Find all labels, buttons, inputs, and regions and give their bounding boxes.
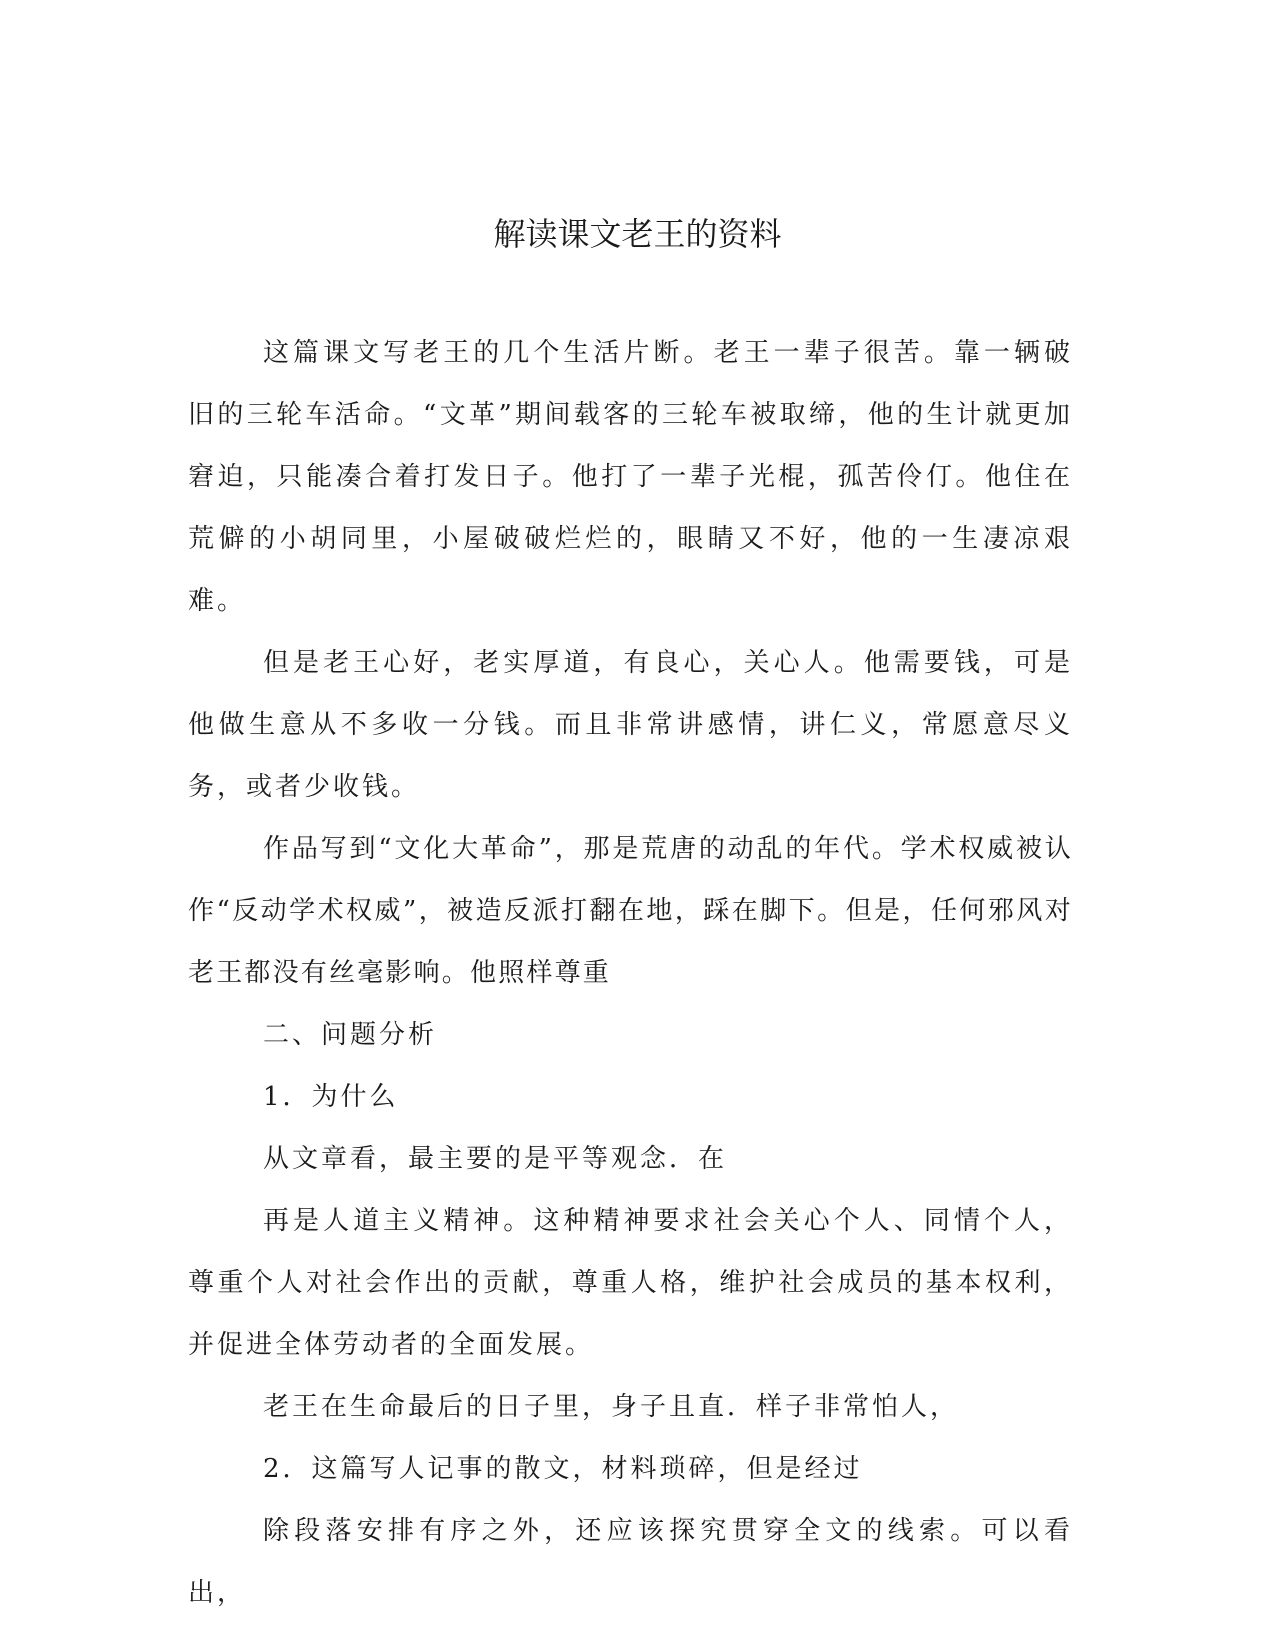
paragraph-humanism: 再是人道主义精神。这种精神要求社会关心个人、同情个人，尊重个人对社会作出的贡献，尊重人格，维护社会成员的基本权利，并促进全体劳动者的全面发展。	[188, 1206, 1073, 1360]
paragraph-cultural-revolution: 作品写到“文化大革命”，那是荒唐的动乱的年代。学术权威被认作“反动学术权威”，被造反派打翻在地，踩在脚下。但是，任何邪风对老王都没有丝毫影响。他照样尊重	[188, 834, 1073, 988]
paragraph-last-days: 老王在生命最后的日子里，身子且直．样子非常怕人，	[263, 1392, 960, 1422]
paragraph-laowang-life: 这篇课文写老王的几个生活片断。老王一辈子很苦。靠一辆破旧的三轮车活命。“文革”期间载客的三轮车被取缔，他的生计就更加窘迫，只能凑合着打发日子。他打了一辈子光棍，孤苦伶仃。他住在荒僻的小胡同里，小屋破破烂烂的，眼睛又不好，他的一生凄凉艰难。	[188, 338, 1073, 616]
question-1: 1．为什么	[263, 1082, 399, 1112]
paragraph-equality: 从文章看，最主要的是平等观念．在	[263, 1144, 728, 1174]
paragraph-laowang-kindness: 但是老王心好，老实厚道，有良心，关心人。他需要钱，可是他做生意从不多收一分钱。而且非常讲感情，讲仁义，常愿意尽义务，或者少收钱。	[188, 648, 1073, 802]
section-heading-problem-analysis: 二、问题分析	[263, 1020, 438, 1050]
document-title: 解读课文老王的资料	[493, 215, 782, 253]
paragraph-clue: 除段落安排有序之外，还应该探究贯穿全文的线索。可以看出，	[188, 1516, 1073, 1608]
question-2: 2．这篇写人记事的散文，材料琐碎，但是经过	[263, 1454, 863, 1484]
document-body	[188, 322, 1073, 1624]
